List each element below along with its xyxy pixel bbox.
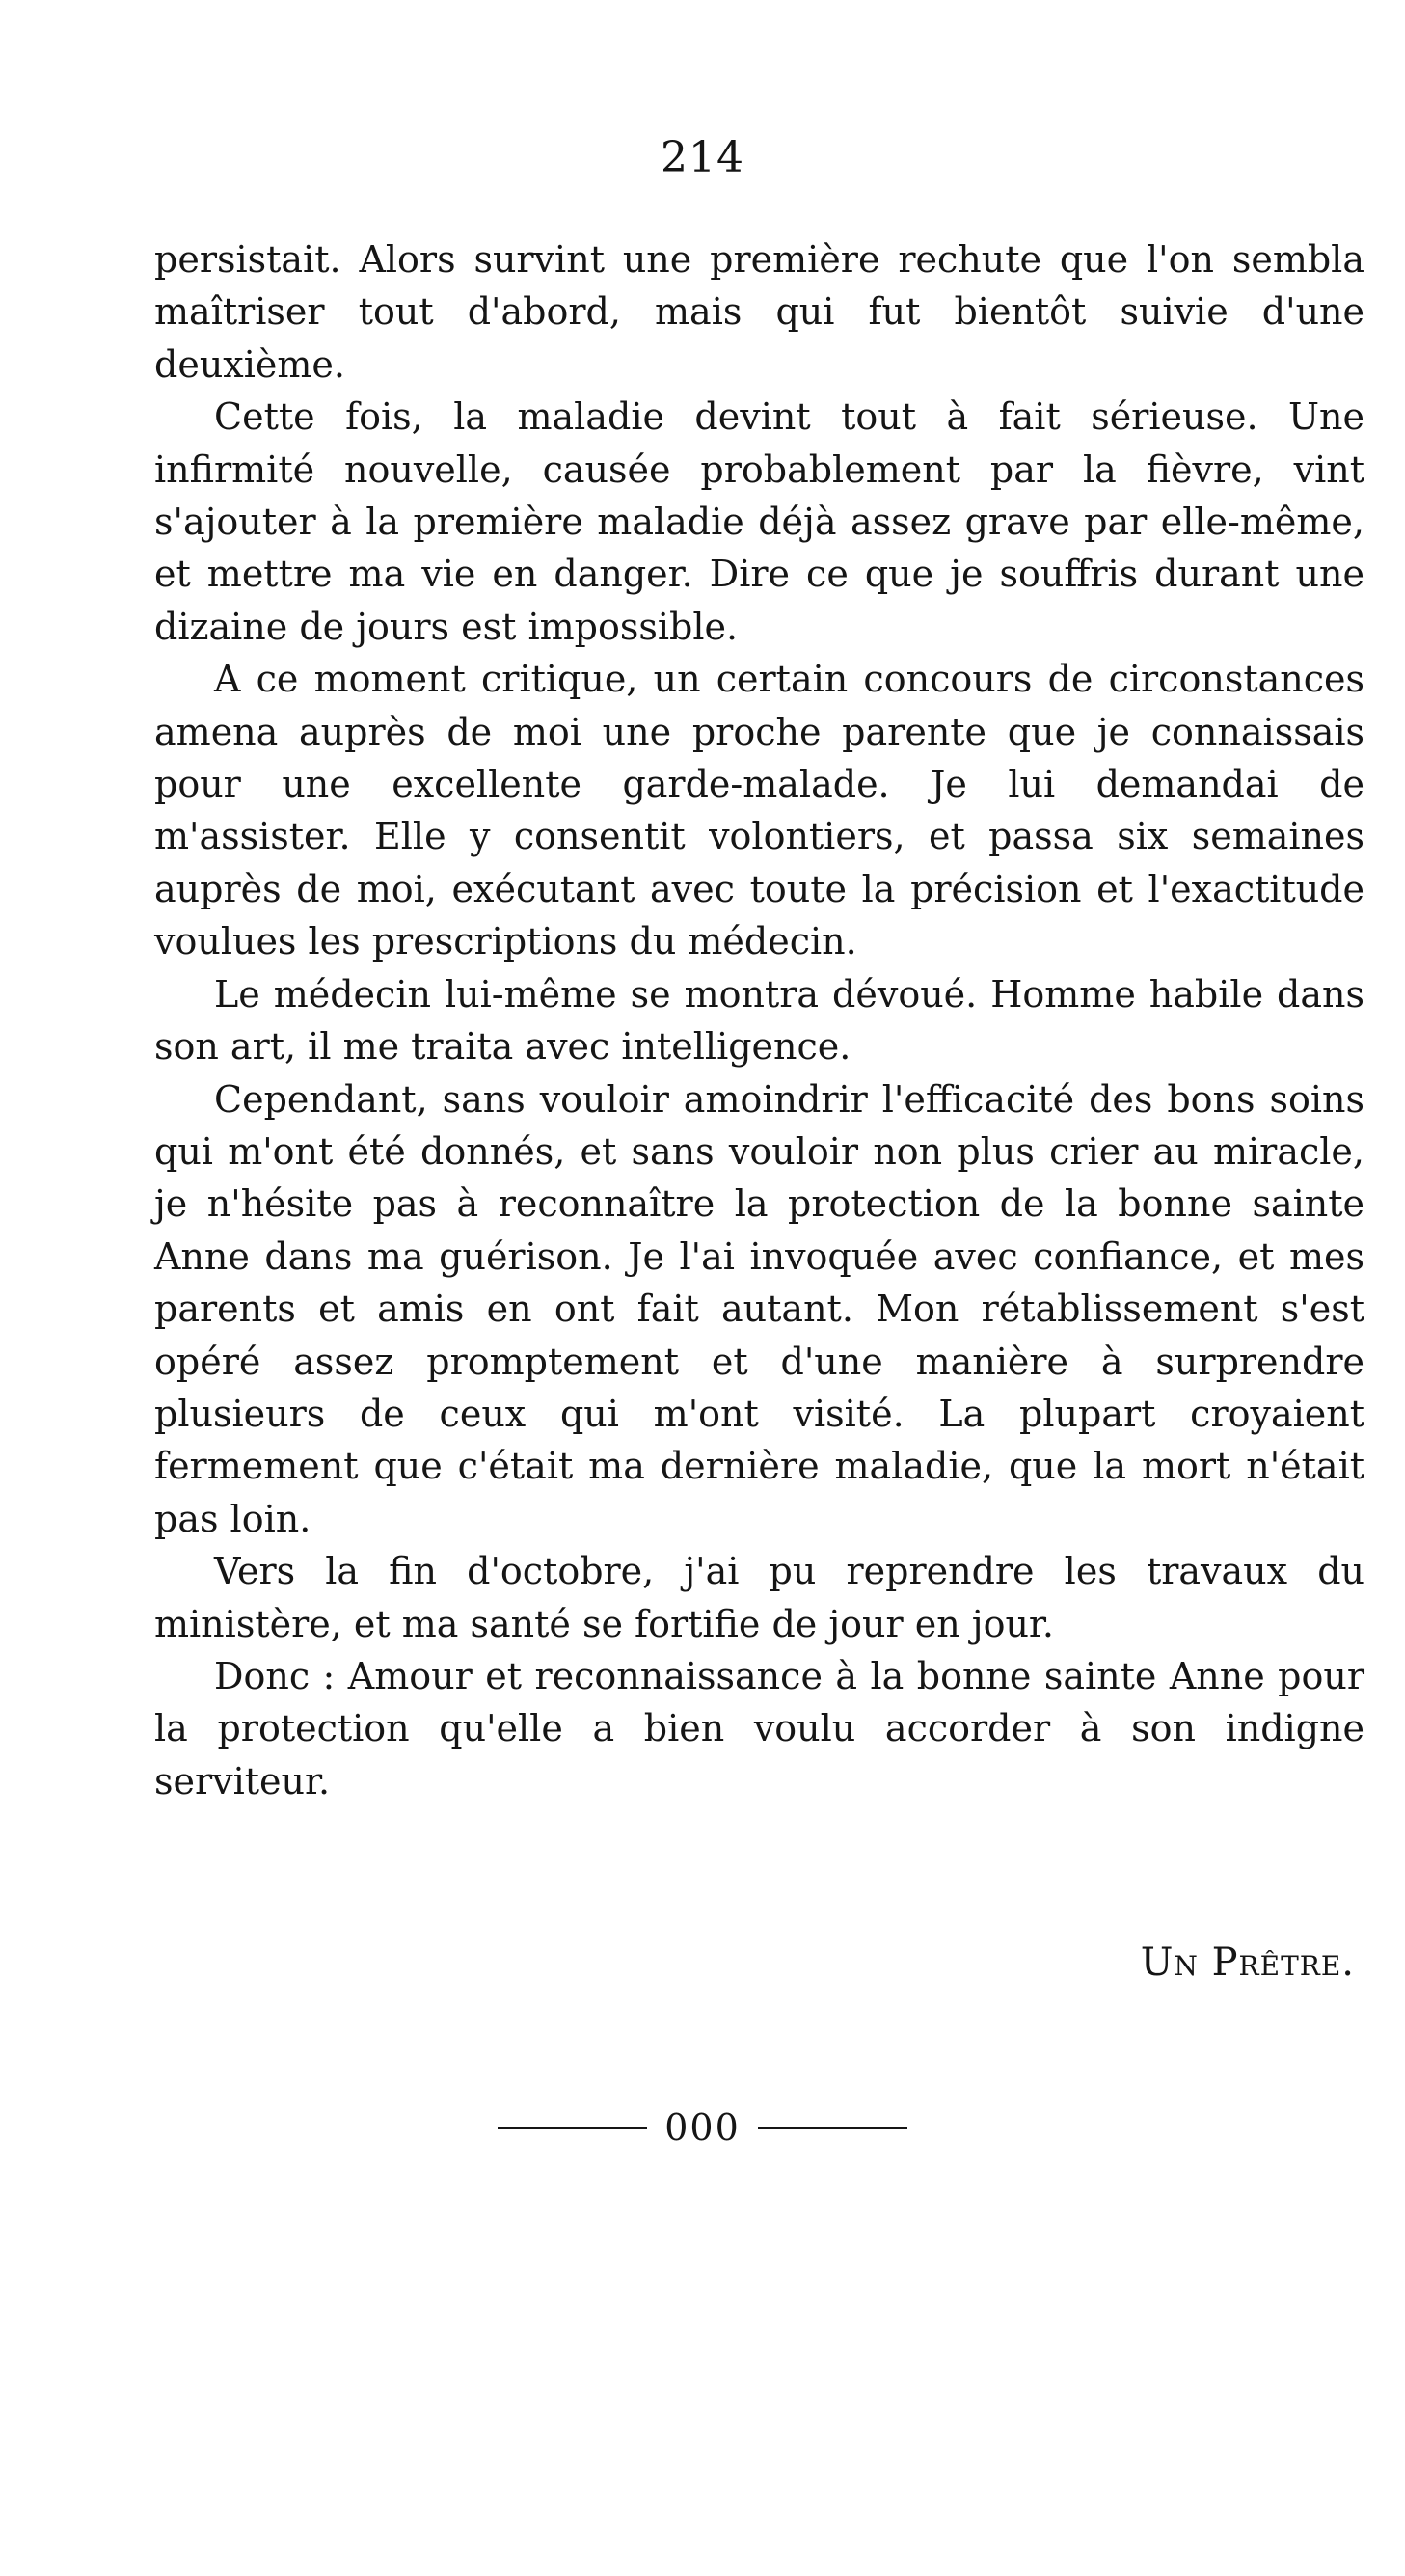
separator-mark: 000 xyxy=(664,2106,741,2149)
paragraph: Cependant, sans vouloir amoindrir l'efficacité des bons soins qui m'ont été donnés, et sans vouloir non plus crier au miracle, je n'hésite pas à reconnaître la protection de la bonne sainte Anne dans ma guérison. Je l'ai invoquée avec confiance, et mes parents et amis en ont fait autant. Mon rétablissement s'est opéré assez promptement et d'une manière à surprendre plusieurs de ceux qui m'ont visité. La plupart croyaient fermement que c'était ma dernière maladie, que la mort n'était pas loin. xyxy=(154,1077,1364,1540)
signature: Un Prêtre. xyxy=(1140,1940,1355,1985)
paragraph: Vers la fin d'octobre, j'ai pu reprendre les travaux du ministère, et ma santé se fortifie de jour en jour. xyxy=(154,1550,1364,1645)
paragraph: A ce moment critique, un certain concours de circonstances amena auprès de moi une proche parente que je connaissais pour une excellente garde-malade. Je lui demandai de m'assister. Elle y consentit volontiers, et passa six semaines auprès de moi, exécutant avec toute la précision et l'exactitude voulues les prescriptions du médecin. xyxy=(154,658,1364,963)
separator-rule-right xyxy=(758,2127,907,2129)
paragraph: persistait. Alors survint une première rechute que l'on sembla maîtriser tout d'abord, mais qui fut bientôt suivie d'une deuxième. xyxy=(154,238,1364,386)
page-number: 214 xyxy=(661,133,744,182)
body-text xyxy=(154,233,1364,1807)
paragraph: Donc : Amour et reconnaissance à la bonne sainte Anne pour la protection qu'elle a bien voulu accorder à son indigne serviteur. xyxy=(154,1654,1364,1803)
paragraph: Cette fois, la maladie devint tout à fait sérieuse. Une infirmité nouvelle, causée probablement par la fièvre, vint s'ajouter à la première maladie déjà assez grave par elle-même, et mettre ma vie en danger. Dire ce que je souffris durant une dizaine de jours est impossible. xyxy=(154,395,1364,648)
separator-rule-left xyxy=(498,2127,647,2129)
separator xyxy=(0,2106,1405,2149)
paragraph: Le médecin lui-même se montra dévoué. Homme habile dans son art, il me traita avec intelligence. xyxy=(154,972,1364,1069)
